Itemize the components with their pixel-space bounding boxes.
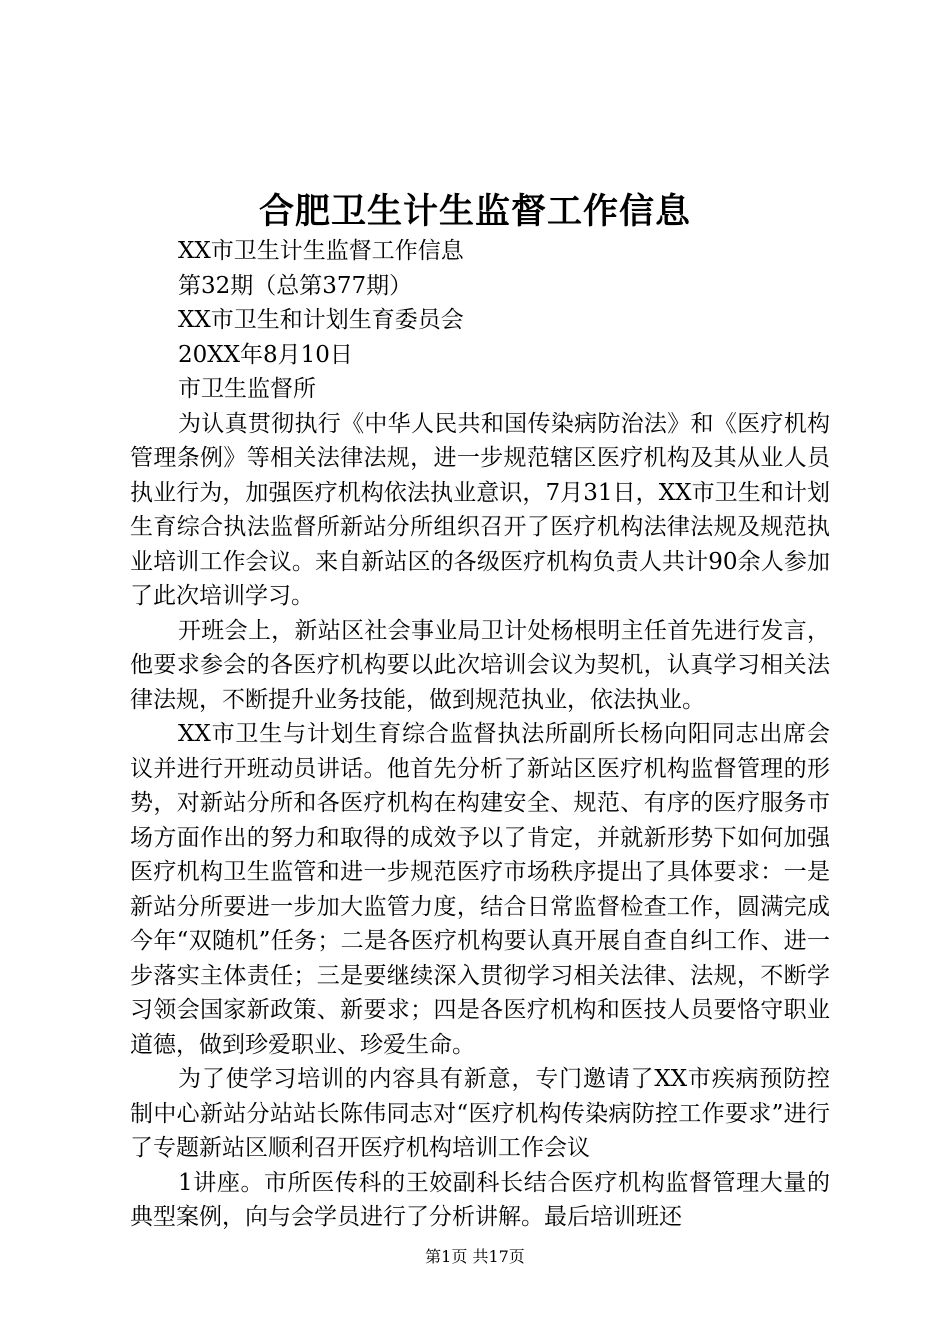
document-title: 合肥卫生计生监督工作信息 xyxy=(258,191,691,232)
paragraph-opening-speech: 开班会上，新站区社会事业局卫计处杨根明主任首先进行发言，他要求参会的各医疗机构要以此次培训会议为契机，认真学习相关法律法规，不断提升业务技能，做到规范执业，依法执业。 xyxy=(130,617,830,713)
document-body xyxy=(130,234,830,1235)
paragraph-intro: 为认真贯彻执行《中华人民共和国传染病防治法》和《医疗机构管理条例》等相关法律法规，进一步规范辖区医疗机构及其从业人员执业行为，加强医疗机构依法执业意识，7月31日，XX市卫生和计划生育综合执法监督所新站分所组织召开了医疗机构法律法规及规范执业培训工作会议。来自新站区的各级医疗机构负责人共计90余人参加了此次培训学习。 xyxy=(130,410,830,609)
page-footer: 第1页 共17页 xyxy=(425,1247,525,1266)
paragraph-case-analysis: 1讲座。市所医传科的王姣副科长结合医疗机构监督管理大量的典型案例，向与会学员进行了分析讲解。最后培训班还 xyxy=(130,1169,830,1230)
paragraph-lecture: 为了使学习培训的内容具有新意，专门邀请了XX市疾病预防控制中心新站分站站长陈伟同志对“医疗机构传染病防控工作要求”进行了专题新站区顺利召开医疗机构培训工作会议 xyxy=(130,1066,830,1161)
issuing-organization: XX市卫生和计划生育委员会 xyxy=(178,307,464,333)
issue-date: 20XX年8月10日 xyxy=(178,341,353,368)
issue-number: 第32期（总第377期） xyxy=(178,272,413,299)
bulletin-name: XX市卫生计生监督工作信息 xyxy=(178,238,464,264)
paragraph-mobilization-speech: XX市卫生与计划生育综合监督执法所副所长杨向阳同志出席会议并进行开班动员讲话。他首先分析了新站区医疗机构监督管理的形势，对新站分所和各医疗机构在构建安全、规范、有序的医疗服务市场方面作出的努力和取得的成效予以了肯定，并就新形势下如何加强医疗机构卫生监管和进一步规范医疗市场秩序提出了具体要求：一是新站分所要进一步加大监管力度，结合日常监督检查工作，圆满完成今年“双随机”任务；二是各医疗机构要认真开展自查自纠工作、进一步落实主体责任；三是要继续深入贯彻学习相关法律、法规，不断学习领会国家新政策、新要求；四是各医疗机构和医技人员要恪守职业道德，做到珍爱职业、珍爱生命。 xyxy=(130,721,830,1058)
author-organization: 市卫生监督所 xyxy=(178,376,316,402)
